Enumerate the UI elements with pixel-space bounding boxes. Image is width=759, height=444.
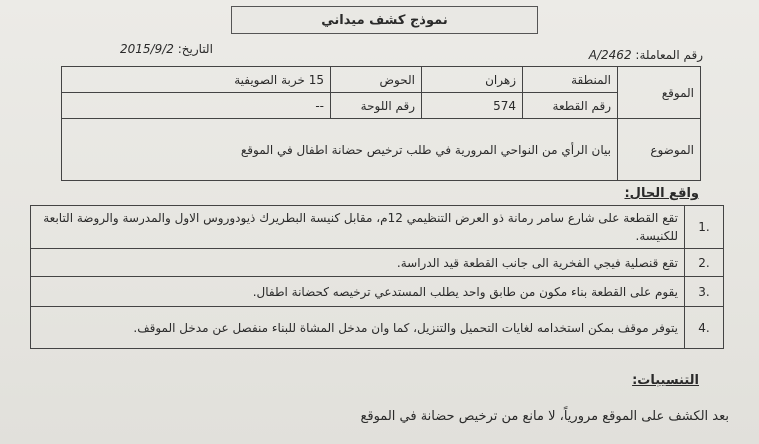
form-title (231, 6, 538, 34)
subject-value: بيان الرأي من النواحي المرورية في طلب ترخيص حضانة اطفال في الموقع (240, 142, 611, 157)
document-date (120, 42, 213, 56)
basin-value-cell (62, 67, 331, 93)
fact-text: تقع القطعة على شارع سامر رمانة ذو العرض التنظيمي 12م، مقابل كنيسة البطريرك ذيودوروس الاول والمدرسة والروضة التابعة للكنيسة. (31, 206, 685, 249)
conclusion-text: بعد الكشف على الموقع مرورياً، لا مانع من ترخيص حضانة في الموقع (360, 409, 729, 424)
fact-text: تقع قنصلية فيجي الفخرية الى جانب القطعة قيد الدراسة. (31, 249, 685, 277)
table-row (31, 307, 724, 349)
form-title-text: نموذج كشف ميداني (321, 12, 448, 28)
fact-number: .4 (685, 307, 724, 349)
basin-value: 15 خربة الصويفية (234, 72, 324, 87)
recommendations-heading: التنسيبات: (632, 373, 699, 388)
basin-label-cell (331, 67, 422, 93)
fact-number: .2 (685, 249, 724, 277)
fact-number: .1 (685, 206, 724, 249)
basin-label: الحوض (379, 72, 415, 87)
board-value: -- (315, 98, 324, 113)
subject-label-cell (618, 119, 701, 181)
region-value-cell (422, 67, 523, 93)
plot-label-cell (523, 93, 618, 119)
table-row (31, 206, 724, 249)
site-label-cell (618, 67, 701, 119)
plot-value: 574 (493, 98, 516, 113)
subject-label: الموضوع (650, 142, 694, 157)
transaction-label: رقم المعاملة: (635, 48, 703, 62)
plot-label: رقم القطعة (552, 98, 611, 113)
info-table (61, 66, 701, 181)
region-label-cell (523, 67, 618, 93)
fact-text: يقوم على القطعة بناء مكون من طابق واحد يطلب المستدعي ترخيصه كحضانة اطفال. (31, 277, 685, 307)
region-label: المنطقة (571, 72, 611, 87)
fact-number: .3 (685, 277, 724, 307)
date-label: التاريخ: (177, 42, 213, 56)
facts-heading: واقع الحال: (624, 186, 699, 201)
fact-text: يتوفر موقف بمكن استخدامه لغايات التحميل والتنزيل، كما وان مدخل المشاة للبناء منفصل عن مدخل الموقف. (31, 307, 685, 349)
region-value: زهران (485, 72, 516, 87)
board-value-cell (62, 93, 331, 119)
site-label: الموقع (661, 85, 694, 100)
subject-value-cell (62, 119, 618, 181)
plot-value-cell (422, 93, 523, 119)
transaction-number (589, 48, 703, 62)
table-row (31, 249, 724, 277)
date-value: 2015/9/2 (120, 42, 174, 56)
board-label: رقم اللوحة (360, 98, 415, 113)
table-row (31, 277, 724, 307)
board-label-cell (331, 93, 422, 119)
facts-table (30, 205, 724, 349)
transaction-value: A/2462 (588, 48, 632, 62)
